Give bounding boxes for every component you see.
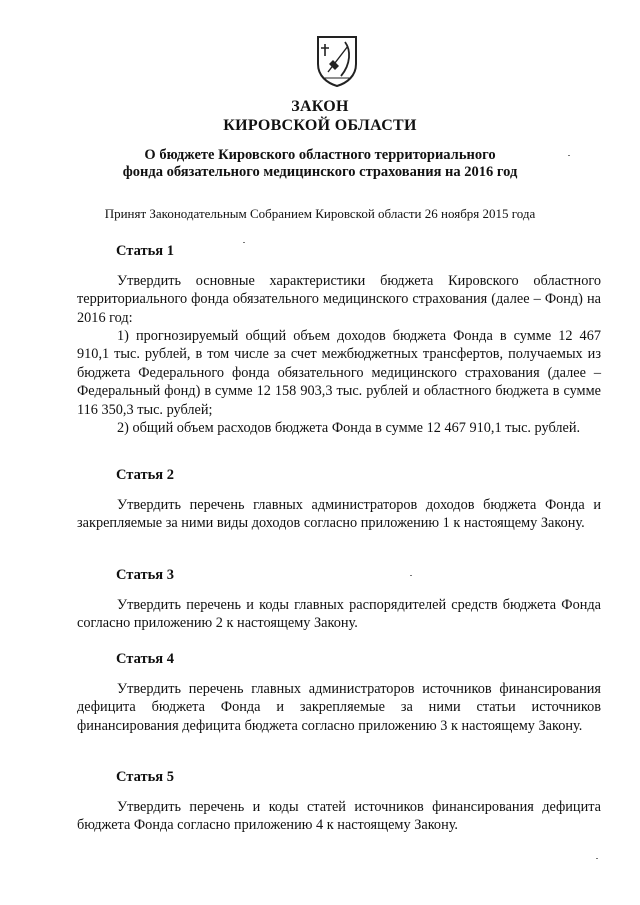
- law-title: ЗАКОН: [291, 98, 349, 115]
- adoption-note: Принят Законодательным Собранием Кировской области 26 ноября 2015 года: [104, 206, 536, 221]
- article-5-heading: Статья 5: [116, 769, 174, 785]
- article-1-paragraph-2: 1) прогнозируемый общий объем доходов бюджета Фонда в сумме 12 467 910,1 тыс. рублей, в том числе за счет межбюджетных трансфертов, получаемых из бюджета Федерального фонда обязательного медицинского страхования (далее – Федеральный фонд) в сумме 12 158 903,3 тыс. рублей и областного бюджета в сумме 116 350,3 тыс. рублей;: [77, 328, 601, 418]
- article-2-paragraph-1: Утвердить перечень главных администраторов доходов бюджета Фонда и закрепляемые за ними виды доходов согласно приложению 1 к настоящему Закону.: [77, 497, 601, 532]
- article-4-heading: Статья 4: [116, 651, 174, 667]
- law-region-title: КИРОВСКОЙ ОБЛАСТИ: [223, 117, 417, 134]
- article-1-paragraph-3: 2) общий объем расходов бюджета Фонда в сумме 12 467 910,1 тыс. рублей.: [117, 420, 581, 436]
- scan-speck: [596, 858, 598, 859]
- article-3-heading: Статья 3: [116, 567, 174, 583]
- law-subtitle: [0, 147, 640, 181]
- article-1-paragraph-1: Утвердить основные характеристики бюджета Кировского областного территориального фонда обязательного медицинского страхования (далее – Фонд) на 2016 год:: [77, 273, 601, 326]
- coat-of-arms-icon: [315, 34, 359, 88]
- article-1-heading: Статья 1: [116, 243, 174, 259]
- article-5-paragraph-1: Утвердить перечень и коды статей источников финансирования дефицита бюджета Фонда согласно приложению 4 к настоящему Закону.: [77, 799, 601, 834]
- article-4-paragraph-1: Утвердить перечень главных администраторов источников финансирования дефицита бюджета Фонда и закрепляемые за ними статьи источников финансирования дефицита бюджета согласно приложению 3 к настоящему Закону.: [77, 681, 601, 734]
- article-3-paragraph-1: Утвердить перечень и коды главных распорядителей средств бюджета Фонда согласно приложению 2 к настоящему Закону.: [77, 597, 601, 632]
- article-2-heading: Статья 2: [116, 467, 174, 483]
- scan-speck: [410, 575, 412, 576]
- law-subtitle-line-2: фонда обязательного медицинского страхования на 2016 год: [122, 164, 518, 180]
- scan-speck: [568, 155, 570, 156]
- law-subtitle-line-1: О бюджете Кировского областного территориального: [144, 147, 496, 163]
- scan-speck: [243, 242, 245, 243]
